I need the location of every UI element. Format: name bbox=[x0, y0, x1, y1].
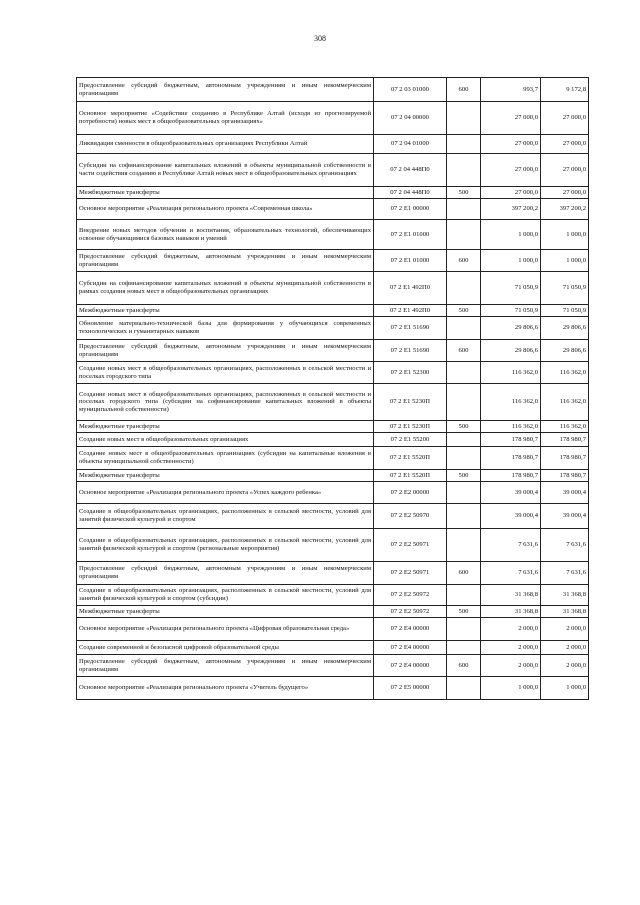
row-expense-type: 600 bbox=[447, 655, 481, 677]
row-code: 07 2 E2 00000 bbox=[374, 482, 447, 504]
budget-table-body bbox=[77, 78, 589, 700]
row-expense-type bbox=[447, 384, 481, 421]
table-row bbox=[77, 421, 589, 433]
row-expense-type bbox=[447, 272, 481, 305]
row-sum-year1: 31 368,8 bbox=[481, 585, 541, 606]
row-sum-year2: 1 000,0 bbox=[541, 250, 589, 272]
row-sum-year2: 31 368,8 bbox=[541, 606, 589, 618]
row-sum-year2: 27 000,0 bbox=[541, 135, 589, 154]
row-expense-type bbox=[447, 677, 481, 700]
table-row bbox=[77, 220, 589, 250]
row-sum-year2: 116 362,0 bbox=[541, 384, 589, 421]
table-row bbox=[77, 677, 589, 700]
row-name: Основное мероприятие «Реализация регионального проекта «Успех каждого ребенка» bbox=[77, 482, 374, 504]
row-code: 07 2 E1 5520П bbox=[374, 447, 447, 470]
row-name: Межбюджетные трансферты bbox=[77, 421, 374, 433]
table-row bbox=[77, 250, 589, 272]
row-sum-year2: 39 000,4 bbox=[541, 482, 589, 504]
row-code: 07 2 E4 00000 bbox=[374, 641, 447, 655]
row-sum-year2: 2 000,0 bbox=[541, 641, 589, 655]
row-expense-type bbox=[447, 529, 481, 562]
row-sum-year2: 7 631,6 bbox=[541, 562, 589, 585]
row-code: 07 2 E2 50970 bbox=[374, 504, 447, 529]
table-row bbox=[77, 272, 589, 305]
row-sum-year1: 29 806,6 bbox=[481, 340, 541, 362]
row-code: 07 2 E1 492П0 bbox=[374, 272, 447, 305]
row-name: Обновление материально-технической базы для формирования у обучающихся современных технологических и гуманитарных навыков bbox=[77, 317, 374, 340]
row-sum-year2: 1 000,0 bbox=[541, 677, 589, 700]
table-row bbox=[77, 529, 589, 562]
row-expense-type bbox=[447, 199, 481, 220]
table-row bbox=[77, 102, 589, 135]
row-code: 07 2 E5 00000 bbox=[374, 677, 447, 700]
row-expense-type: 500 bbox=[447, 421, 481, 433]
row-sum-year1: 397 200,2 bbox=[481, 199, 541, 220]
row-expense-type bbox=[447, 317, 481, 340]
table-row bbox=[77, 655, 589, 677]
row-code: 07 2 E1 01000 bbox=[374, 250, 447, 272]
row-name: Создание новых мест в общеобразовательных организациях bbox=[77, 433, 374, 447]
row-sum-year2: 71 050,9 bbox=[541, 272, 589, 305]
row-expense-type bbox=[447, 482, 481, 504]
row-code: 07 2 E1 5230П bbox=[374, 421, 447, 433]
row-code: 07 2 E2 50971 bbox=[374, 529, 447, 562]
row-name: Создание современной и безопасной цифровой образовательной среды bbox=[77, 641, 374, 655]
row-sum-year1: 7 631,6 bbox=[481, 562, 541, 585]
table-row bbox=[77, 362, 589, 384]
row-sum-year2: 27 000,0 bbox=[541, 187, 589, 199]
row-name: Основное мероприятие «Реализация регионального проекта «Учитель будущего» bbox=[77, 677, 374, 700]
row-code: 07 2 E2 50972 bbox=[374, 585, 447, 606]
row-sum-year1: 31 368,8 bbox=[481, 606, 541, 618]
row-expense-type bbox=[447, 102, 481, 135]
table-row bbox=[77, 433, 589, 447]
row-expense-type bbox=[447, 447, 481, 470]
row-sum-year2: 116 362,0 bbox=[541, 421, 589, 433]
row-expense-type bbox=[447, 433, 481, 447]
row-sum-year1: 39 000,4 bbox=[481, 504, 541, 529]
row-name: Основное мероприятие «Содействие созданию в Республике Алтай (исходя из прогнозируемой потребности) новых мест в общеобразовательных организациях» bbox=[77, 102, 374, 135]
row-sum-year2: 27 000,0 bbox=[541, 102, 589, 135]
page-number: 308 bbox=[314, 34, 326, 43]
row-name: Субсидии на софинансирование капитальных вложений в объекты муниципальной собственности в части содействия созданию в Республике Алтай новых мест в общеобразовательных организациях bbox=[77, 154, 374, 187]
row-sum-year1: 39 000,4 bbox=[481, 482, 541, 504]
table-row bbox=[77, 482, 589, 504]
row-name: Субсидии на софинансирование капитальных вложений в объекты муниципальной собственности в рамках создания новых мест в общеобразовательных организациях bbox=[77, 272, 374, 305]
row-code: 07 2 E1 51690 bbox=[374, 317, 447, 340]
table-row bbox=[77, 384, 589, 421]
row-sum-year1: 178 980,7 bbox=[481, 433, 541, 447]
row-sum-year1: 27 000,0 bbox=[481, 135, 541, 154]
row-expense-type: 500 bbox=[447, 187, 481, 199]
row-name: Предоставление субсидий бюджетным, автономным учреждениям и иным некоммерческим организациям bbox=[77, 655, 374, 677]
row-sum-year2: 178 980,7 bbox=[541, 433, 589, 447]
table-row bbox=[77, 470, 589, 482]
row-sum-year2: 27 000,0 bbox=[541, 154, 589, 187]
table-row bbox=[77, 641, 589, 655]
row-code: 07 2 E2 50971 bbox=[374, 562, 447, 585]
row-sum-year1: 1 000,0 bbox=[481, 250, 541, 272]
table-row bbox=[77, 199, 589, 220]
row-name: Основное мероприятие «Реализация регионального проекта «Цифровая образовательная среда» bbox=[77, 618, 374, 641]
row-code: 07 2 E1 5230П bbox=[374, 384, 447, 421]
row-code: 07 2 E2 50972 bbox=[374, 606, 447, 618]
table-row bbox=[77, 562, 589, 585]
row-sum-year1: 993,7 bbox=[481, 78, 541, 102]
row-code: 07 2 03 01000 bbox=[374, 78, 447, 102]
table-row bbox=[77, 585, 589, 606]
row-sum-year1: 27 000,0 bbox=[481, 187, 541, 199]
row-expense-type bbox=[447, 641, 481, 655]
table-row bbox=[77, 504, 589, 529]
row-code: 07 2 E1 492П0 bbox=[374, 305, 447, 317]
budget-table bbox=[76, 77, 589, 700]
row-sum-year1: 2 000,0 bbox=[481, 655, 541, 677]
row-name: Предоставление субсидий бюджетным, автономным учреждениям и иным некоммерческим организациям bbox=[77, 78, 374, 102]
row-sum-year2: 178 980,7 bbox=[541, 470, 589, 482]
row-code: 07 2 E1 55200 bbox=[374, 433, 447, 447]
row-sum-year2: 71 050,9 bbox=[541, 305, 589, 317]
row-name: Создание в общеобразовательных организациях, расположенных в сельской местности, условий для занятий физической культурой и спортом (региональные мероприятия) bbox=[77, 529, 374, 562]
row-code: 07 2 E1 00000 bbox=[374, 199, 447, 220]
row-sum-year2: 29 806,6 bbox=[541, 317, 589, 340]
row-code: 07 2 04 00000 bbox=[374, 102, 447, 135]
row-code: 07 2 E1 52300 bbox=[374, 362, 447, 384]
row-code: 07 2 04 448П0 bbox=[374, 187, 447, 199]
row-code: 07 2 04 01000 bbox=[374, 135, 447, 154]
table-row bbox=[77, 618, 589, 641]
row-expense-type bbox=[447, 135, 481, 154]
table-row bbox=[77, 606, 589, 618]
row-sum-year1: 2 000,0 bbox=[481, 641, 541, 655]
row-name: Межбюджетные трансферты bbox=[77, 187, 374, 199]
row-code: 07 2 E4 00000 bbox=[374, 618, 447, 641]
row-sum-year2: 7 631,6 bbox=[541, 529, 589, 562]
row-name: Предоставление субсидий бюджетным, автономным учреждениям и иным некоммерческим организациям bbox=[77, 340, 374, 362]
row-sum-year2: 29 806,6 bbox=[541, 340, 589, 362]
row-sum-year1: 1 000,0 bbox=[481, 677, 541, 700]
table-row bbox=[77, 78, 589, 102]
row-sum-year1: 71 050,9 bbox=[481, 272, 541, 305]
row-sum-year2: 1 000,0 bbox=[541, 220, 589, 250]
row-expense-type: 600 bbox=[447, 250, 481, 272]
row-code: 07 2 E1 51690 bbox=[374, 340, 447, 362]
row-sum-year1: 116 362,0 bbox=[481, 362, 541, 384]
table-row bbox=[77, 317, 589, 340]
row-expense-type: 600 bbox=[447, 78, 481, 102]
row-sum-year2: 9 172,8 bbox=[541, 78, 589, 102]
row-code: 07 2 04 448П0 bbox=[374, 154, 447, 187]
row-name: Ликвидация сменности в общеобразовательных организациях Республики Алтай bbox=[77, 135, 374, 154]
row-expense-type bbox=[447, 585, 481, 606]
row-sum-year2: 39 000,4 bbox=[541, 504, 589, 529]
table-row bbox=[77, 340, 589, 362]
table-row bbox=[77, 154, 589, 187]
row-name: Межбюджетные трансферты bbox=[77, 606, 374, 618]
row-code: 07 2 E4 00000 bbox=[374, 655, 447, 677]
row-name: Создание в общеобразовательных организациях, расположенных в сельской местности, условий для занятий физической культурой и спортом (субсидии) bbox=[77, 585, 374, 606]
row-expense-type: 500 bbox=[447, 470, 481, 482]
row-sum-year2: 397 200,2 bbox=[541, 199, 589, 220]
row-name: Основное мероприятие «Реализация регионального проекта «Современная школа» bbox=[77, 199, 374, 220]
row-expense-type: 500 bbox=[447, 305, 481, 317]
row-sum-year1: 27 000,0 bbox=[481, 102, 541, 135]
row-expense-type: 600 bbox=[447, 340, 481, 362]
row-sum-year1: 7 631,6 bbox=[481, 529, 541, 562]
row-name: Межбюджетные трансферты bbox=[77, 470, 374, 482]
row-sum-year1: 178 980,7 bbox=[481, 470, 541, 482]
row-name: Создание в общеобразовательных организациях, расположенных в сельской местности, условий для занятий физической культурой и спортом bbox=[77, 504, 374, 529]
table-row bbox=[77, 187, 589, 199]
row-expense-type bbox=[447, 154, 481, 187]
row-name: Предоставление субсидий бюджетным, автономным учреждениям и иным некоммерческим организациям bbox=[77, 250, 374, 272]
row-sum-year1: 71 050,9 bbox=[481, 305, 541, 317]
row-name: Создание новых мест в общеобразовательных организациях, расположенных в сельской местности и поселках городского типа bbox=[77, 362, 374, 384]
row-expense-type bbox=[447, 504, 481, 529]
table-row bbox=[77, 447, 589, 470]
row-sum-year1: 116 362,0 bbox=[481, 421, 541, 433]
table-row bbox=[77, 135, 589, 154]
row-sum-year1: 2 000,0 bbox=[481, 618, 541, 641]
row-expense-type bbox=[447, 362, 481, 384]
row-name: Внедрение новых методов обучения и воспитания, образовательных технологий, обеспечивающих освоение обучающимися базовых навыков и умений bbox=[77, 220, 374, 250]
row-name: Создание новых мест в общеобразовательных организациях (субсидии на капитальные вложения в объекты муниципальной собственности) bbox=[77, 447, 374, 470]
row-sum-year2: 116 362,0 bbox=[541, 362, 589, 384]
row-sum-year2: 2 000,0 bbox=[541, 655, 589, 677]
row-sum-year2: 31 368,8 bbox=[541, 585, 589, 606]
row-name: Предоставление субсидий бюджетным, автономным учреждениям и иным некоммерческим организациям bbox=[77, 562, 374, 585]
row-sum-year2: 2 000,0 bbox=[541, 618, 589, 641]
row-sum-year1: 178 980,7 bbox=[481, 447, 541, 470]
row-sum-year1: 116 362,0 bbox=[481, 384, 541, 421]
row-name: Создание новых мест в общеобразовательных организациях, расположенных в сельской местности и поселках городского типа (субсидии на софинансирование капитальных вложений в объекты муниципальной собственности) bbox=[77, 384, 374, 421]
row-code: 07 2 E1 01000 bbox=[374, 220, 447, 250]
row-expense-type: 500 bbox=[447, 606, 481, 618]
row-code: 07 2 E1 5520П bbox=[374, 470, 447, 482]
row-sum-year1: 29 806,6 bbox=[481, 317, 541, 340]
row-expense-type: 600 bbox=[447, 562, 481, 585]
row-sum-year1: 1 000,0 bbox=[481, 220, 541, 250]
table-row bbox=[77, 305, 589, 317]
row-sum-year1: 27 000,0 bbox=[481, 154, 541, 187]
row-expense-type bbox=[447, 220, 481, 250]
row-expense-type bbox=[447, 618, 481, 641]
row-sum-year2: 178 980,7 bbox=[541, 447, 589, 470]
row-name: Межбюджетные трансферты bbox=[77, 305, 374, 317]
